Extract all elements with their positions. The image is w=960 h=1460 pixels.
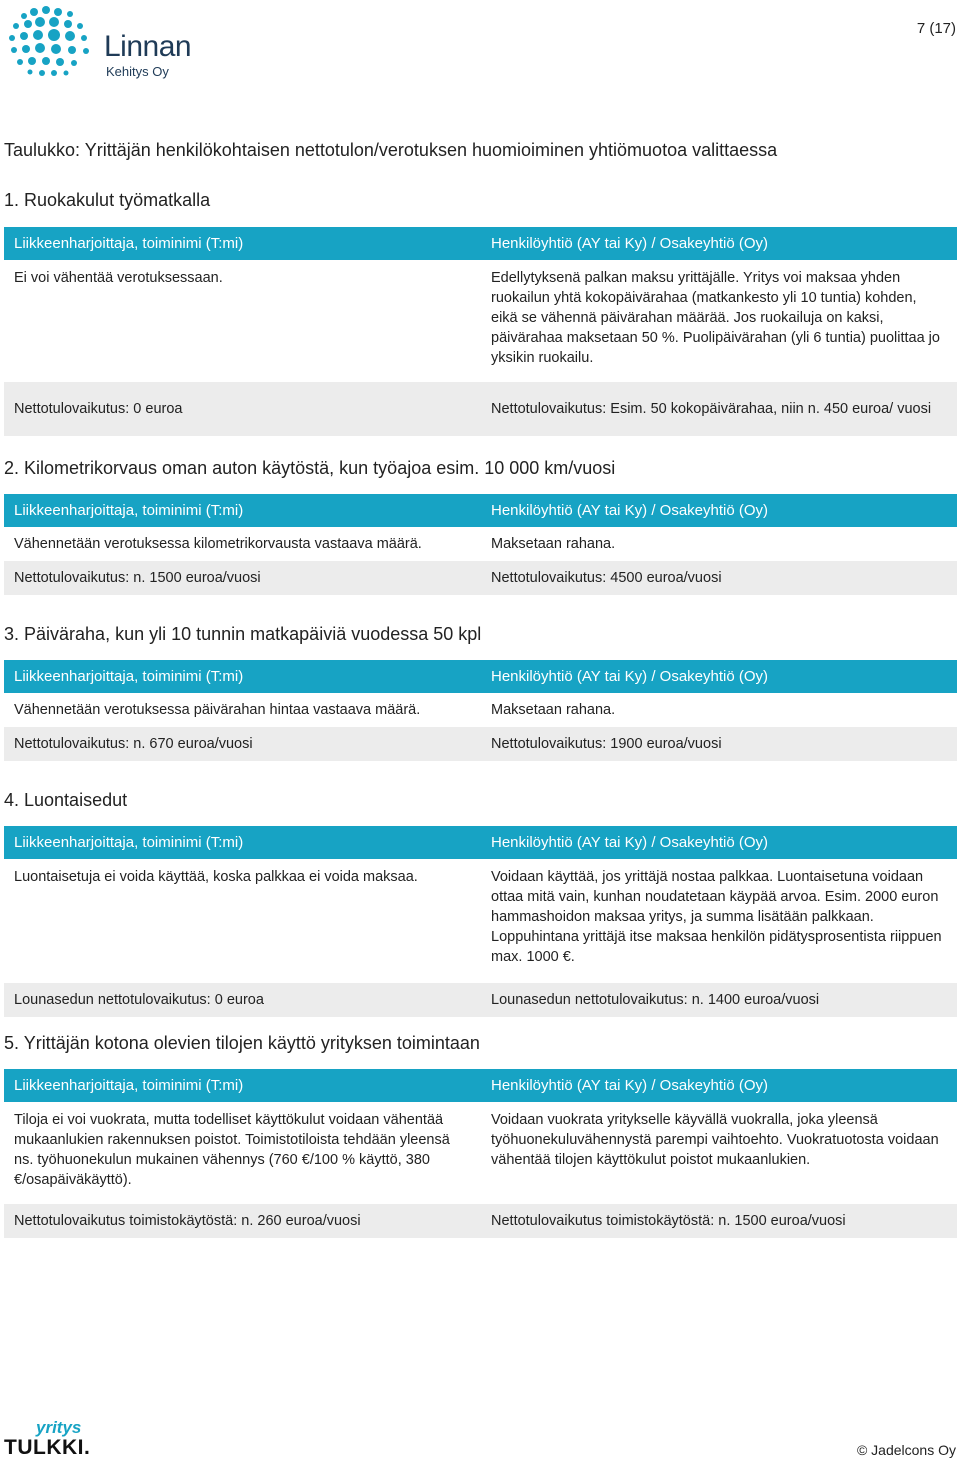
- footer-logo-top: yritys: [36, 1418, 82, 1437]
- cell-right: Edellytyksenä palkan maksu yrittäjälle. Yritys voi maksaa yhden ruokailun yhtä kokopäivärahaa (matkankesto yli 10 tuntia) kohden, eikä se vähennä päivärahan määrää. Jos ruokailuja on kaksi, päivärahaa maksetaan 50 %. Puolipäivärahan (yli 6 tuntia) puolittaa jo yksikin ruokailu.: [491, 270, 940, 366]
- document-title: Taulukko: Yrittäjän henkilökohtaisen nettotulon/verotuksen huomioiminen yhtiömuotoa valittaessa: [4, 140, 778, 160]
- table-header: [4, 227, 957, 260]
- table-row: [4, 1102, 957, 1204]
- cell-left: Nettotulovaikutus toimistokäytöstä: n. 260 euroa/vuosi: [14, 1213, 361, 1229]
- cell-right: Lounasedun nettotulovaikutus: n. 1400 euroa/vuosi: [491, 992, 820, 1008]
- section-table: [4, 660, 957, 761]
- cell-right: Voidaan vuokrata yritykselle käyvällä vuokralla, joka yleensä työhuonekuluvähennystä parempi vaihtoehto. Vuokratuotosta voidaan vähentää tilojen käyttökulut poistot mukaanlukien.: [491, 1112, 939, 1168]
- copyright-text: © Jadelcons Oy: [856, 1442, 956, 1458]
- column-header-right: Henkilöyhtiö (AY tai Ky) / Osakeyhtiö (Oy): [491, 1076, 769, 1094]
- section-title: 3. Päiväraha, kun yli 10 tunnin matkapäiviä vuodessa 50 kpl: [4, 624, 482, 644]
- cell-left: Nettotulovaikutus: n. 1500 euroa/vuosi: [14, 570, 261, 586]
- table-row: [4, 527, 957, 561]
- column-header-right: Henkilöyhtiö (AY tai Ky) / Osakeyhtiö (Oy): [491, 234, 769, 252]
- column-header-left: Liikkeenharjoittaja, toiminimi (T:mi): [14, 1076, 244, 1094]
- footer-logo-bottom: TULKKI.: [4, 1436, 91, 1459]
- section-table: [4, 494, 957, 595]
- cell-left: Nettotulovaikutus: 0 euroa: [14, 401, 183, 417]
- table-row: [4, 859, 957, 983]
- cell-right: Voidaan käyttää, jos yrittäjä nostaa palkkaa. Luontaisetuna voidaan ottaa mitä vain, kunhan noudatetaan käypää arvoa. Esim. 2000 euron hammashoidon maksaa yritys, ja summa lisätään palkkaan. Loppuhintana yrittäjä itse maksaa henkilön pidätysprosentista riippuen max. 1000 €.: [491, 869, 942, 965]
- logo-title: Linnan: [104, 30, 192, 63]
- cell-right: Maksetaan rahana.: [491, 536, 616, 552]
- section-title: 4. Luontaisedut: [4, 790, 128, 810]
- logo-subtitle: Kehitys Oy: [106, 64, 169, 79]
- table-row: [4, 693, 957, 727]
- cell-right: Maksetaan rahana.: [491, 702, 616, 718]
- column-header-right: Henkilöyhtiö (AY tai Ky) / Osakeyhtiö (Oy): [491, 501, 769, 519]
- table-header: [4, 494, 957, 527]
- table-row: [4, 1204, 957, 1238]
- cell-left: Luontaisetuja ei voida käyttää, koska palkkaa ei voida maksaa.: [14, 869, 418, 885]
- section-title: 5. Yrittäjän kotona olevien tilojen käyttö yrityksen toimintaan: [4, 1033, 480, 1053]
- column-header-left: Liikkeenharjoittaja, toiminimi (T:mi): [14, 501, 244, 519]
- page-number: 7 (17): [916, 20, 956, 37]
- section-table: [4, 227, 957, 436]
- table-row: [4, 727, 957, 761]
- company-logo: [4, 2, 204, 82]
- table-header: [4, 660, 957, 693]
- section-table: [4, 1069, 957, 1238]
- column-header-left: Liikkeenharjoittaja, toiminimi (T:mi): [14, 234, 244, 252]
- cell-left: Ei voi vähentää verotuksessaan.: [14, 270, 223, 286]
- cell-left: Vähennetään verotuksessa kilometrikorvausta vastaava määrä.: [14, 536, 422, 552]
- table-row: [4, 983, 957, 1017]
- table-row: [4, 260, 957, 382]
- column-header-right: Henkilöyhtiö (AY tai Ky) / Osakeyhtiö (Oy): [491, 833, 769, 851]
- table-header: [4, 1069, 957, 1102]
- table-row: [4, 382, 957, 436]
- cell-right: Nettotulovaikutus toimistokäytöstä: n. 1500 euroa/vuosi: [491, 1213, 846, 1229]
- cell-left: Nettotulovaikutus: n. 670 euroa/vuosi: [14, 736, 253, 752]
- cell-left: Vähennetään verotuksessa päivärahan hintaa vastaava määrä.: [14, 702, 421, 718]
- section-table: [4, 826, 957, 1017]
- column-header-right: Henkilöyhtiö (AY tai Ky) / Osakeyhtiö (Oy): [491, 667, 769, 685]
- yritystulkki-logo: [4, 1418, 114, 1458]
- section-title: 2. Kilometrikorvaus oman auton käytöstä, kun työajoa esim. 10 000 km/vuosi: [4, 458, 616, 478]
- cell-left: Tiloja ei voi vuokrata, mutta todelliset käyttökulut voidaan vähentää mukaanlukien rakennuksen poistot. Toimistotiloista tehdään yleensä ns. työhuonekulun mukainen vähennys (760 €/100 % käyttö, 380 €/osapäiväkäyttö).: [14, 1112, 450, 1188]
- column-header-left: Liikkeenharjoittaja, toiminimi (T:mi): [14, 667, 244, 685]
- cell-right: Nettotulovaikutus: Esim. 50 kokopäivärahaa, niin n. 450 euroa/ vuosi: [491, 401, 932, 417]
- section-title: 1. Ruokakulut työmatkalla: [4, 190, 211, 210]
- table-header: [4, 826, 957, 859]
- cell-left: Lounasedun nettotulovaikutus: 0 euroa: [14, 992, 264, 1008]
- cell-right: Nettotulovaikutus: 1900 euroa/vuosi: [491, 736, 722, 752]
- column-header-left: Liikkeenharjoittaja, toiminimi (T:mi): [14, 833, 244, 851]
- table-row: [4, 561, 957, 595]
- cell-right: Nettotulovaikutus: 4500 euroa/vuosi: [491, 570, 722, 586]
- dots-logo-icon: [4, 2, 104, 82]
